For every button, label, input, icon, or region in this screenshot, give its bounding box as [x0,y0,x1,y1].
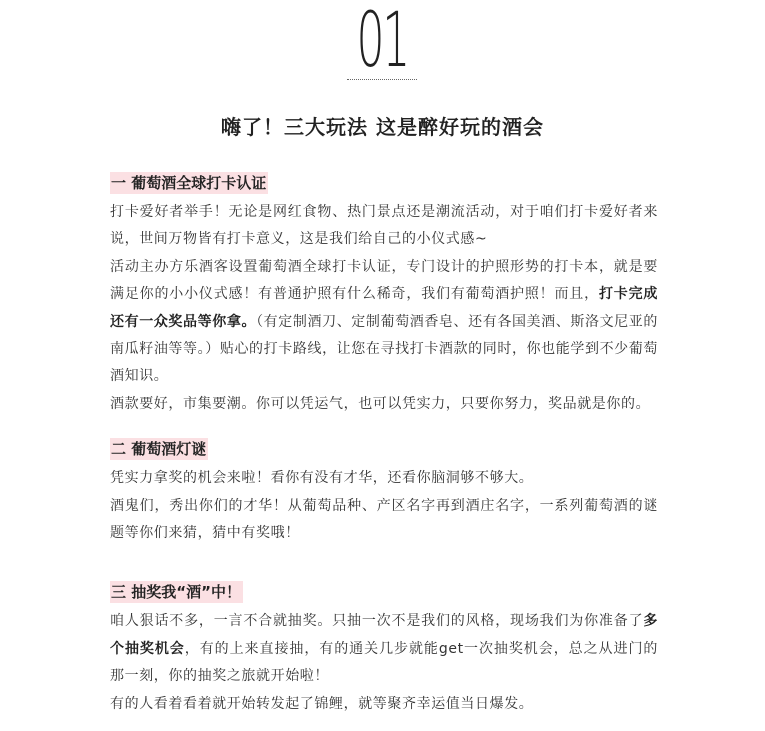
paragraph-text: 活动主办方乐酒客设置葡萄酒全球打卡认证，专门设计的护照形势的打卡本，就是要满足你的小小仪式感！有普通护照有什么稀奇，我们有葡萄酒护照！而且， [110,258,658,303]
paragraph: 凭实力拿奖的机会来啦！看你有没有才华，还看你脑洞够不够大。 [110,470,534,487]
paragraph: 酒鬼们，秀出你们的才华！从葡萄品种、产区名字再到酒庄名字，一系列葡萄酒的谜题等你们来猜，猜中有奖哦！ [110,497,658,542]
paragraph [110,608,658,690]
paragraph-text: （有定制酒刀、定制葡萄酒香皂、还有各国美酒、斯洛文尼亚的南瓜籽油等等。）贴心的打卡路线，让您在寻找打卡酒款的同时，你也能学到不少葡萄酒知识。 [110,313,658,385]
section-number: 01 [356,0,409,84]
paragraph-text: 咱人狠话不多，一言不合就抽奖。只抽一次不是我们的风格，现场我们为你准备了 [110,613,644,630]
section-heading-1: 一 葡萄酒全球打卡认证 [111,174,267,192]
section-heading-2: 二 葡萄酒灯谜 [111,440,207,459]
section-heading-3: 三 抽奖我“酒”中！ [111,583,241,602]
number-underline [347,79,417,80]
paragraph [110,254,658,391]
paragraph-text: ，有的上来直接抽，有的通关几步就能get一次抽奖机会，总之从进门的那一刻，你的抽奖之旅就开始啦！ [110,640,658,685]
bold-text: 打卡完成还有一众奖品等你拿。 [110,286,658,330]
article-body [110,170,658,718]
paragraph: 酒款要好，市集要潮。你可以凭运气，也可以凭实力，只要你努力，奖品就是你的。 [110,395,651,412]
bold-text: 多个抽奖机会 [110,613,658,657]
paragraph: 有的人看着看着就开始转发起了锦鲤，就等聚齐幸运值当日爆发。 [110,695,534,712]
page-title: 嗨了！三大玩法 这是醉好玩的酒会 [221,115,544,139]
paragraph: 打卡爱好者举手！无论是网红食物、热门景点还是潮流活动，对于咱们打卡爱好者来说，世间万物皆有打卡意义，这是我们给自己的小仪式感~ [110,204,658,248]
